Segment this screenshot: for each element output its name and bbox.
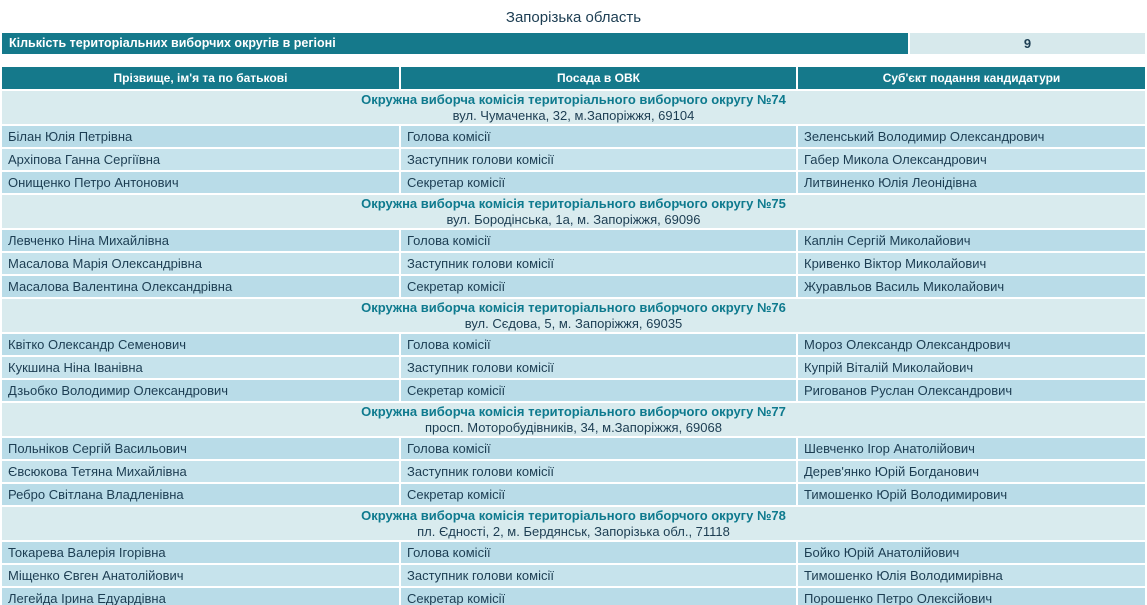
member-name-cell: Масалова Валентина Олександрівна	[2, 276, 399, 297]
district-section-77	[2, 403, 1145, 505]
district-title: Окружна виборча комісія територіального виборчого округу №77	[361, 404, 786, 419]
district-header	[2, 299, 1145, 332]
member-name-cell: Міщенко Євген Анатолійович	[2, 565, 399, 586]
district-address: вул. Бородінська, 1а, м. Запоріжжя, 69096	[446, 212, 701, 227]
nominee-cell: Литвиненко Юлія Леонідівна	[798, 172, 1145, 193]
district-header	[2, 91, 1145, 124]
member-position-cell: Секретар комісії	[401, 172, 796, 193]
nominee-cell: Порошенко Петро Олексійович	[798, 588, 1145, 605]
summary-bar-label: Кількість територіальних виборчих округів в регіоні	[2, 33, 908, 54]
table-row	[2, 484, 1145, 505]
nominee-cell: Шевченко Ігор Анатолійович	[798, 438, 1145, 459]
member-name-cell: Кукшина Ніна Іванівна	[2, 357, 399, 378]
nominee-cell: Тимошенко Юлія Володимирівна	[798, 565, 1145, 586]
member-position-cell: Голова комісії	[401, 542, 796, 563]
member-name-cell: Левченко Ніна Михайлівна	[2, 230, 399, 251]
district-section-76	[2, 299, 1145, 401]
table-row	[2, 172, 1145, 193]
page-title: Запорізька область	[505, 9, 642, 26]
table-row	[2, 126, 1145, 147]
column-header-name: Прізвище, ім'я та по батькові	[2, 67, 399, 89]
member-name-cell: Квітко Олександр Семенович	[2, 334, 399, 355]
member-name-cell: Масалова Марія Олександрівна	[2, 253, 399, 274]
district-title: Окружна виборча комісія територіального виборчого округу №75	[361, 196, 786, 211]
member-name-cell: Архіпова Ганна Сергіївна	[2, 149, 399, 170]
district-address: просп. Моторобудівників, 34, м.Запоріжжя, 69068	[425, 420, 722, 435]
nominee-cell: Ригованов Руслан Олександрович	[798, 380, 1145, 401]
table-row	[2, 357, 1145, 378]
column-header-nominee: Суб'єкт подання кандидатури	[798, 67, 1145, 89]
district-title: Окружна виборча комісія територіального виборчого округу №74	[361, 92, 786, 107]
table-row	[2, 565, 1145, 586]
nominee-cell: Бойко Юрій Анатолійович	[798, 542, 1145, 563]
member-position-cell: Голова комісії	[401, 230, 796, 251]
member-position-cell: Заступник голови комісії	[401, 149, 796, 170]
nominee-cell: Зеленський Володимир Олександрович	[798, 126, 1145, 147]
column-header-position: Посада в ОВК	[401, 67, 796, 89]
table-row	[2, 542, 1145, 563]
nominee-cell: Мороз Олександр Олександрович	[798, 334, 1145, 355]
member-name-cell: Ребро Світлана Владленівна	[2, 484, 399, 505]
nominee-cell: Габер Микола Олександрович	[798, 149, 1145, 170]
district-address: вул. Чумаченка, 32, м.Запоріжжя, 69104	[452, 108, 695, 123]
table-row	[2, 230, 1145, 251]
member-position-cell: Голова комісії	[401, 438, 796, 459]
table-row	[2, 276, 1145, 297]
district-section-75	[2, 195, 1145, 297]
member-position-cell: Голова комісії	[401, 334, 796, 355]
district-section-78	[2, 507, 1145, 605]
nominee-cell: Кривенко Віктор Миколайович	[798, 253, 1145, 274]
table-row	[2, 149, 1145, 170]
member-name-cell: Легейда Ірина Едуардівна	[2, 588, 399, 605]
nominee-cell: Дерев'янко Юрій Богданович	[798, 461, 1145, 482]
table-row	[2, 334, 1145, 355]
member-position-cell: Заступник голови комісії	[401, 461, 796, 482]
member-position-cell: Секретар комісії	[401, 276, 796, 297]
table-row	[2, 438, 1145, 459]
district-title: Окружна виборча комісія територіального виборчого округу №78	[361, 508, 786, 523]
member-name-cell: Дзьобко Володимир Олександрович	[2, 380, 399, 401]
district-header	[2, 195, 1145, 228]
nominee-cell: Тимошенко Юрій Володимирович	[798, 484, 1145, 505]
nominee-cell: Купрій Віталій Миколайович	[798, 357, 1145, 378]
member-name-cell: Польніков Сергій Васильович	[2, 438, 399, 459]
table-header-row	[2, 67, 1145, 89]
nominee-cell: Журавльов Василь Миколайович	[798, 276, 1145, 297]
member-position-cell: Заступник голови комісії	[401, 253, 796, 274]
member-position-cell: Секретар комісії	[401, 380, 796, 401]
summary-bar	[2, 33, 1145, 54]
commission-table	[2, 67, 1145, 605]
member-position-cell: Заступник голови комісії	[401, 357, 796, 378]
table-row	[2, 588, 1145, 605]
nominee-cell: Каплін Сергій Миколайович	[798, 230, 1145, 251]
member-name-cell: Токарева Валерія Ігорівна	[2, 542, 399, 563]
district-header	[2, 403, 1145, 436]
member-position-cell: Секретар комісії	[401, 588, 796, 605]
district-address: пл. Єдності, 2, м. Бердянськ, Запорізька обл., 71118	[417, 524, 730, 539]
member-position-cell: Голова комісії	[401, 126, 796, 147]
district-header	[2, 507, 1145, 540]
member-name-cell: Онищенко Петро Антонович	[2, 172, 399, 193]
member-name-cell: Євсюкова Тетяна Михайлівна	[2, 461, 399, 482]
member-position-cell: Секретар комісії	[401, 484, 796, 505]
table-row	[2, 253, 1145, 274]
table-row	[2, 461, 1145, 482]
table-row	[2, 380, 1145, 401]
district-section-74	[2, 91, 1145, 193]
member-name-cell: Білан Юлія Петрівна	[2, 126, 399, 147]
spacer	[0, 54, 1147, 67]
district-address: вул. Сєдова, 5, м. Запоріжжя, 69035	[464, 316, 683, 331]
member-position-cell: Заступник голови комісії	[401, 565, 796, 586]
district-title: Окружна виборча комісія територіального виборчого округу №76	[361, 300, 786, 315]
district-count-value: 9	[910, 33, 1145, 54]
